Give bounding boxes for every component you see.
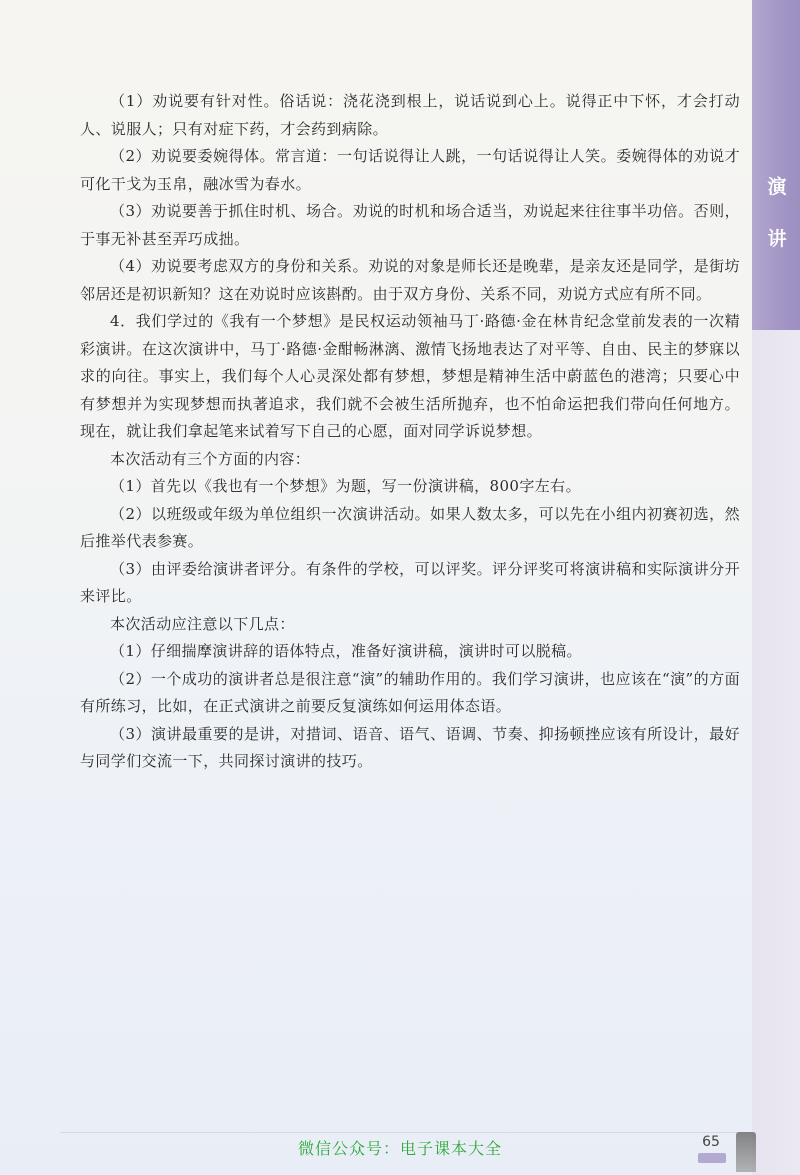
corner-decoration-icon xyxy=(736,1132,756,1172)
paragraph-content-1: （1）首先以《我也有一个梦想》为题，写一份演讲稿，800字左右。 xyxy=(110,477,581,495)
paragraph-advice-1: （1）劝说要有针对性。俗话说：浇花浇到根上，说话说到心上。说得正中下怀，才会打动人、说服人；只有对症下药，才会药到病除。 xyxy=(80,92,740,138)
paragraph-notes-intro: 本次活动应注意以下几点： xyxy=(110,614,295,633)
footer-watermark: 微信公众号：电子课本大全 xyxy=(297,1139,502,1158)
body-text xyxy=(80,88,740,776)
paragraph-activity-4: 4．我们学过的《我有一个梦想》是民权运动领袖马丁·路德·金在林肯纪念堂前发表的一次精彩演讲。在这次演讲中，马丁·路德·金酣畅淋漓、激情飞扬地表达了对平等、自由、民主的梦寐以求的向往。事实上，我们每个人心灵深处都有梦想，梦想是精神生活中蔚蓝色的港湾；只要心中有梦想并为实现梦想而执著追求，我们就不会被生活所抛弃，也不怕命运把我们带向任何地方。现在，就让我们拿起笔来试着写下自己的心愿，面对同学诉说梦想。 xyxy=(80,312,740,440)
paragraph-content-2: （2）以班级或年级为单位组织一次演讲活动。如果人数太多，可以先在小组内初赛初选，然后推举代表参赛。 xyxy=(80,504,740,550)
paragraph-content-intro: 本次活动有三个方面的内容： xyxy=(110,449,311,468)
page-number: 65 xyxy=(702,1134,720,1150)
footer-divider xyxy=(60,1132,740,1133)
side-tab-char-2: 讲 xyxy=(767,228,787,250)
paragraph-note-1: （1）仔细揣摩演讲辞的语体特点，准备好演讲稿，演讲时可以脱稿。 xyxy=(110,642,582,660)
paragraph-advice-2: （2）劝说要委婉得体。常言道：一句话说得让人跳，一句话说得让人笑。委婉得体的劝说才可化干戈为玉帛，融冰雪为春水。 xyxy=(80,147,740,193)
paragraph-advice-4: （4）劝说要考虑双方的身份和关系。劝说的对象是师长还是晚辈，是亲友还是同学，是街坊邻居还是初识新知？这在劝说时应该斟酌。由于双方身份、关系不同，劝说方式应有所不同。 xyxy=(80,257,740,303)
side-margin-strip xyxy=(752,330,800,1175)
chapter-side-tab xyxy=(752,0,800,330)
side-tab-char-1: 演 xyxy=(767,176,787,198)
page-number-tag xyxy=(698,1153,726,1163)
paragraph-advice-3: （3）劝说要善于抓住时机、场合。劝说的时机和场合适当，劝说起来往往事半功倍。否则，于事无补甚至弄巧成拙。 xyxy=(80,202,740,248)
paragraph-content-3: （3）由评委给演讲者评分。有条件的学校，可以评奖。评分评奖可将演讲稿和实际演讲分开来评比。 xyxy=(80,559,740,605)
paragraph-note-3: （3）演讲最重要的是讲，对措词、语音、语气、语调、节奏、抑扬顿挫应该有所设计，最好与同学们交流一下，共同探讨演讲的技巧。 xyxy=(80,724,740,770)
paragraph-note-2: （2）一个成功的演讲者总是很注意“演”的辅助作用的。我们学习演讲，也应该在“演”的方面有所练习，比如，在正式演讲之前要反复演练如何运用体态语。 xyxy=(80,669,740,715)
